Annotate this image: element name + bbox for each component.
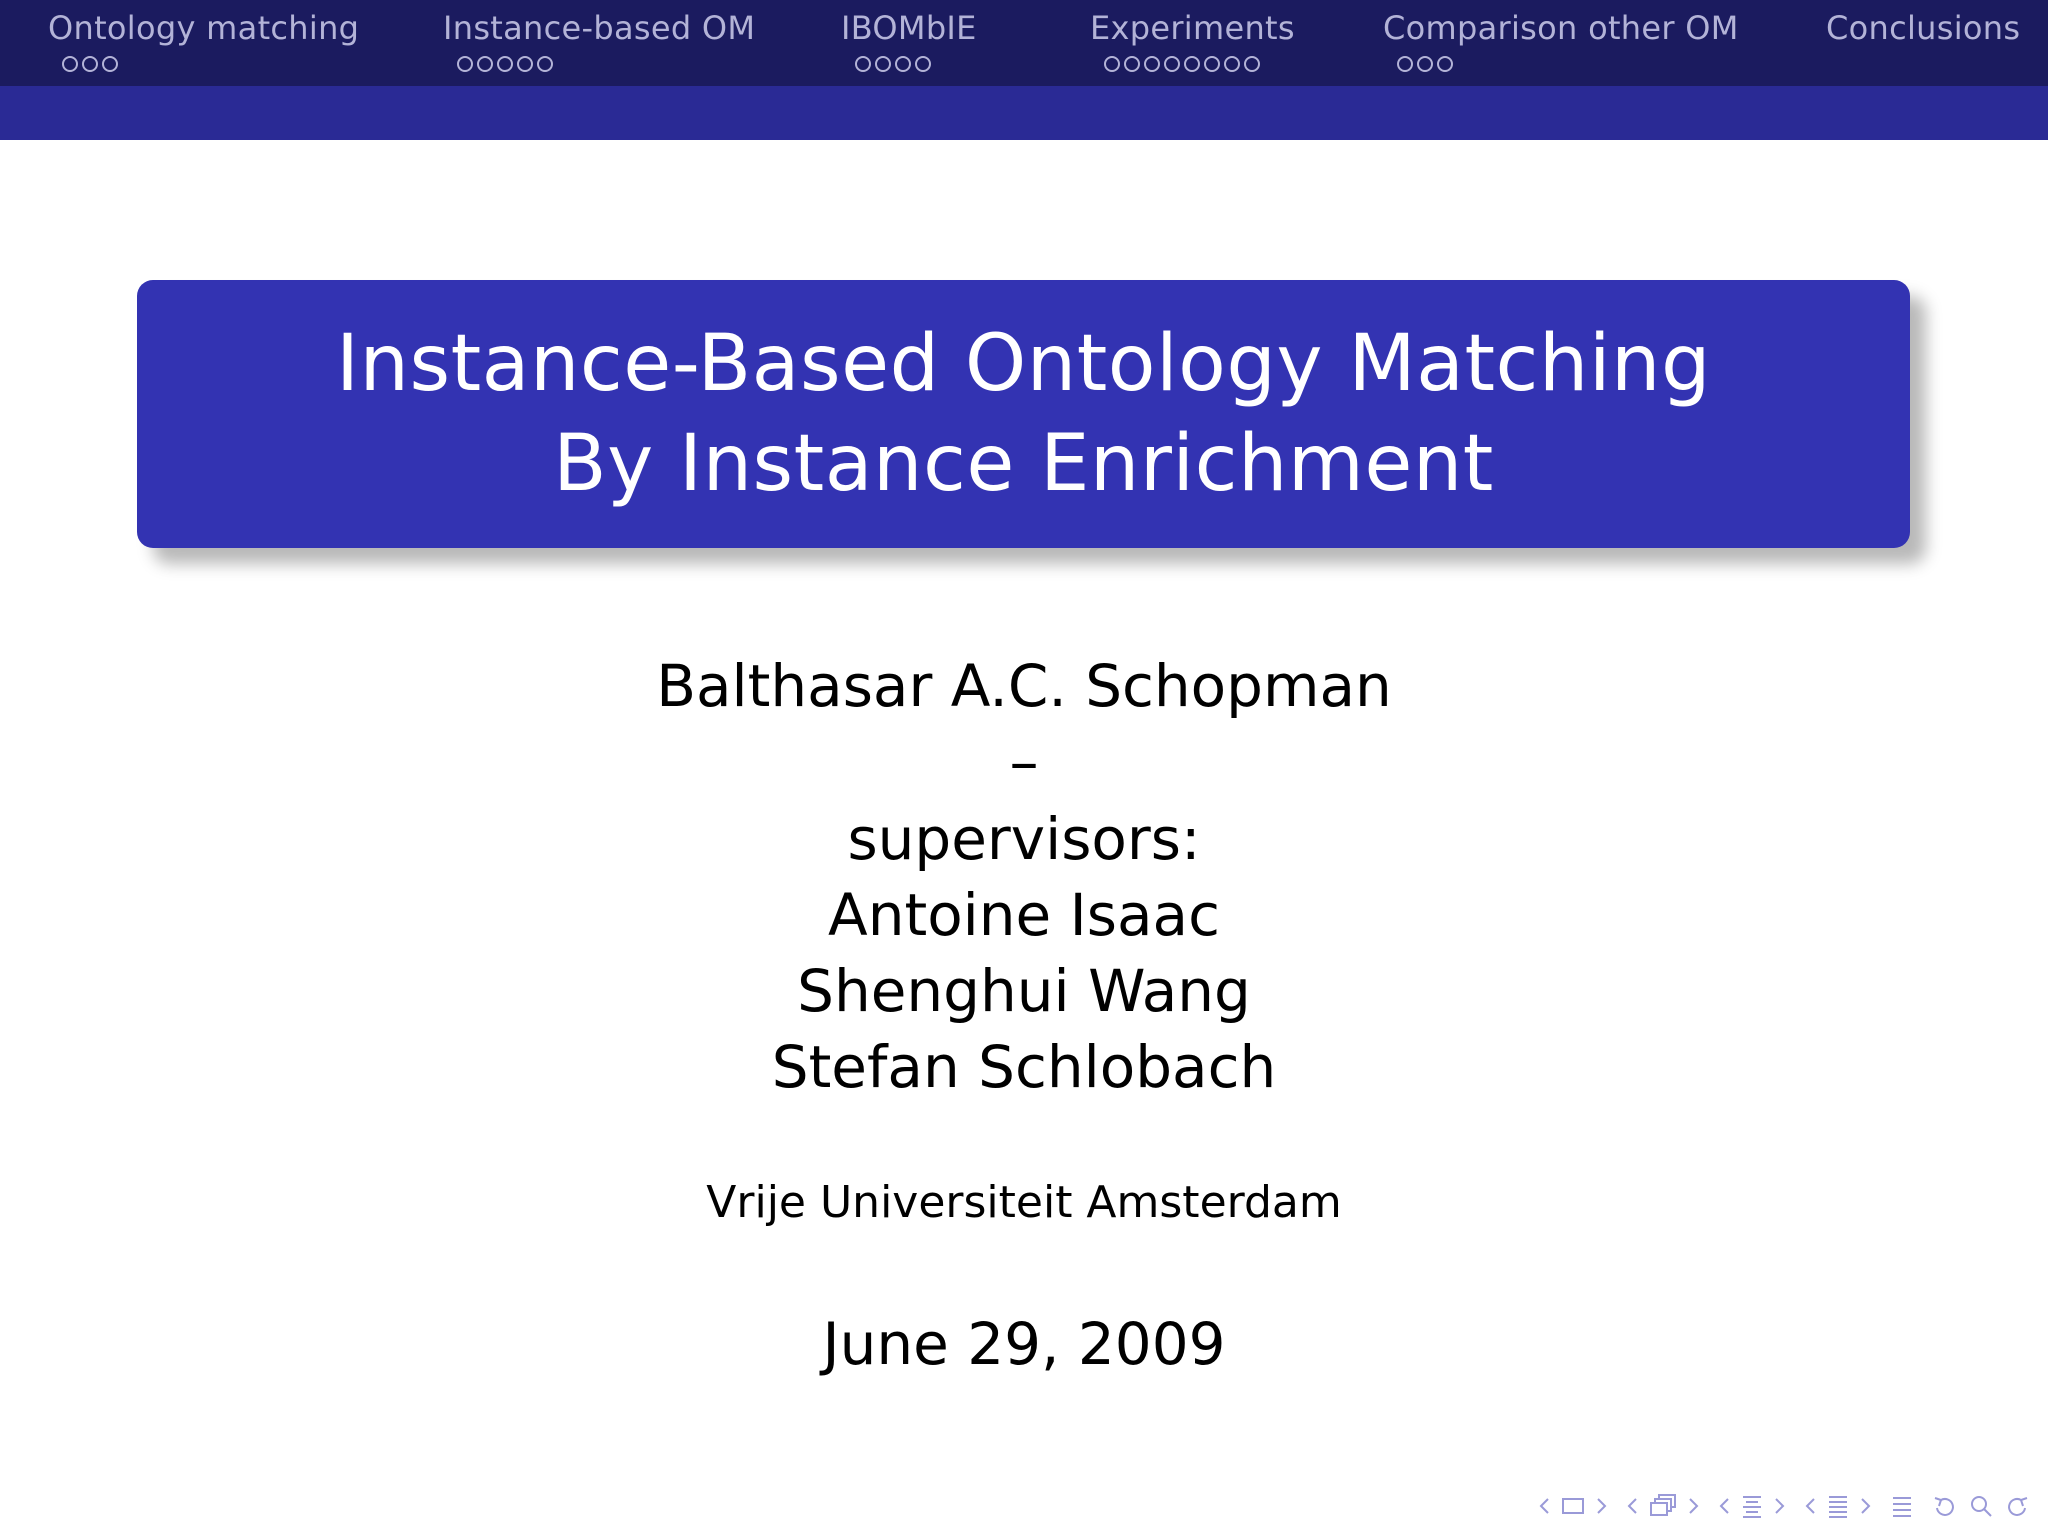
arrow-left-icon[interactable] — [1718, 1497, 1730, 1515]
supervisor-name: Antoine Isaac — [828, 881, 1220, 949]
frame-dot[interactable] — [517, 56, 533, 72]
frame-dot[interactable] — [102, 56, 118, 72]
frame-dot[interactable] — [1164, 56, 1180, 72]
nav-section-instance-based-om[interactable] — [443, 8, 755, 72]
slide-title-line-1: Instance-Based Ontology Matching — [336, 319, 1711, 409]
slide-title-line-2: By Instance Enrichment — [553, 419, 1494, 509]
nav-section-title[interactable]: Comparison other OM — [1383, 9, 1739, 47]
frame-dot[interactable] — [62, 56, 78, 72]
beamer-navigation-bar — [1300, 1476, 2048, 1536]
arrow-right-icon[interactable] — [1688, 1497, 1700, 1515]
nav-section-title[interactable]: Conclusions — [1826, 9, 2021, 47]
nav-section-title[interactable]: IBOMbIE — [841, 9, 977, 47]
nav-section-experiments[interactable] — [1090, 8, 1295, 72]
title-block — [137, 280, 1910, 548]
frame-dot[interactable] — [537, 56, 553, 72]
frame-dot[interactable] — [1437, 56, 1453, 72]
search-nav-group — [1932, 1493, 2030, 1519]
arrow-right-icon[interactable] — [1860, 1497, 1872, 1515]
section-nav-group — [1718, 1493, 1786, 1519]
nav-frame-dots — [855, 56, 977, 72]
search-icon[interactable] — [1968, 1493, 1994, 1519]
frame-dot[interactable] — [1244, 56, 1260, 72]
frame-dot[interactable] — [915, 56, 931, 72]
frame-dot[interactable] — [1104, 56, 1120, 72]
nav-frame-dots — [457, 56, 755, 72]
undo-icon[interactable] — [1932, 1493, 1958, 1519]
arrow-left-icon[interactable] — [1538, 1497, 1550, 1515]
frame-dot[interactable] — [1144, 56, 1160, 72]
align-icon[interactable] — [1890, 1493, 1914, 1519]
frame-dot[interactable] — [497, 56, 513, 72]
nav-section-conclusions[interactable] — [1826, 8, 2020, 48]
document-nav-group — [1804, 1493, 1872, 1519]
subsection-nav-group — [1626, 1493, 1700, 1519]
supervisor-name: Shenghui Wang — [797, 957, 1251, 1025]
arrow-right-icon[interactable] — [1596, 1497, 1608, 1515]
subsection-icon[interactable] — [1648, 1493, 1678, 1519]
frame-dot[interactable] — [1204, 56, 1220, 72]
nav-section-ibombie[interactable] — [841, 8, 977, 72]
nav-section-ontology-matching[interactable] — [48, 8, 359, 72]
frame-dot[interactable] — [477, 56, 493, 72]
frame-dot[interactable] — [875, 56, 891, 72]
frame-dot[interactable] — [895, 56, 911, 72]
nav-section-title[interactable]: Ontology matching — [48, 9, 360, 47]
frame-dot[interactable] — [1124, 56, 1140, 72]
frame-dot[interactable] — [82, 56, 98, 72]
nav-frame-dots — [62, 56, 359, 72]
subheader-bar — [0, 86, 2048, 140]
author-name: Balthasar A.C. Schopman — [656, 652, 1392, 720]
frame-dot[interactable] — [1224, 56, 1240, 72]
nav-section-title[interactable]: Instance-based OM — [443, 9, 756, 47]
nav-frame-dots — [1397, 56, 1739, 72]
nav-frame-dots — [1104, 56, 1295, 72]
nav-section-comparison-other-om[interactable] — [1383, 8, 1739, 72]
supervisors-label: supervisors: — [847, 805, 1201, 873]
frame-dot[interactable] — [855, 56, 871, 72]
frame-dot[interactable] — [1397, 56, 1413, 72]
supervisor-name: Stefan Schlobach — [771, 1033, 1277, 1101]
redo-icon[interactable] — [2004, 1493, 2030, 1519]
institute: Vrije Universiteit Amsterdam — [706, 1177, 1342, 1228]
author-separator: – — [1009, 728, 1039, 796]
document-icon[interactable] — [1826, 1493, 1850, 1519]
nav-section-title[interactable]: Experiments — [1090, 9, 1295, 47]
misc-nav-group — [1890, 1493, 1914, 1519]
header-bar — [0, 0, 2048, 86]
arrow-left-icon[interactable] — [1804, 1497, 1816, 1515]
frame-dot[interactable] — [1184, 56, 1200, 72]
presentation-date: June 29, 2009 — [822, 1310, 1226, 1378]
frame-dot[interactable] — [1417, 56, 1433, 72]
frame-dot[interactable] — [457, 56, 473, 72]
arrow-right-icon[interactable] — [1774, 1497, 1786, 1515]
frame-icon[interactable] — [1560, 1496, 1586, 1516]
arrow-left-icon[interactable] — [1626, 1497, 1638, 1515]
section-icon[interactable] — [1740, 1493, 1764, 1519]
frame-nav-group — [1538, 1496, 1608, 1516]
